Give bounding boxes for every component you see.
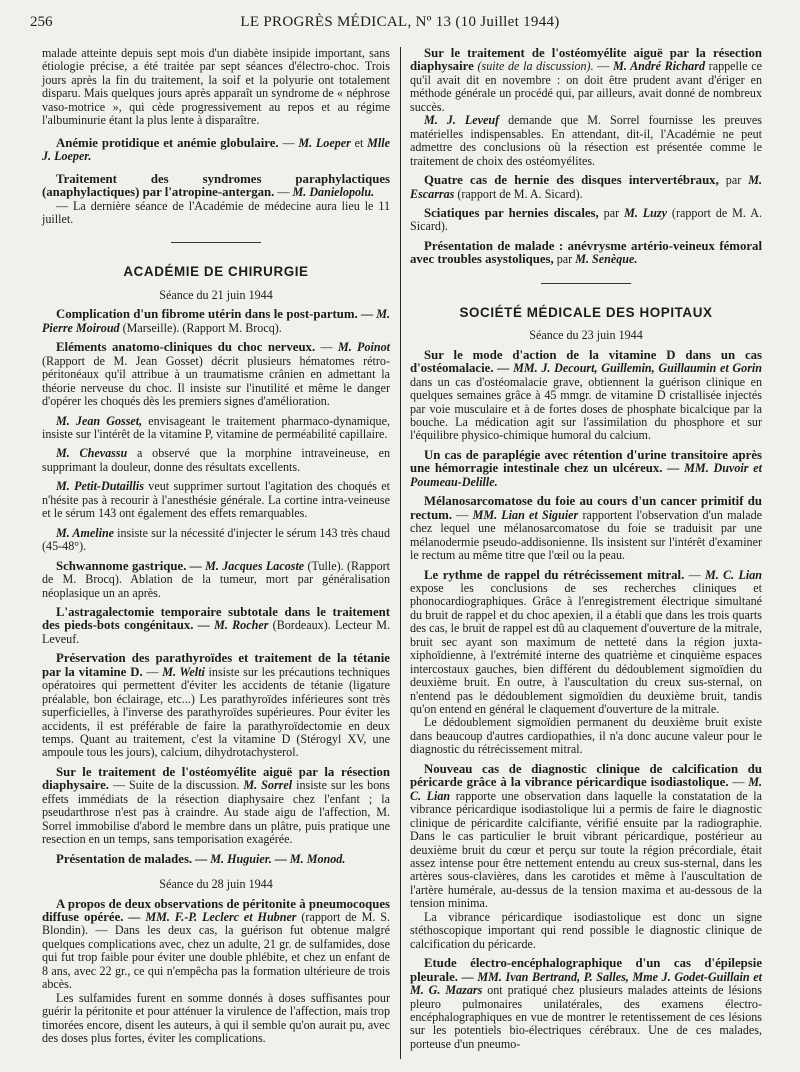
article-title: Un cas de paraplégie avec rétention d'urine transitoire après une hémorragie intestinale chez un ulcéreux.: [410, 447, 762, 476]
journal-title: LE PROGRÈS MÉDICAL, Nº 13 (10 Juillet 1944): [240, 14, 560, 30]
article-osteomyelite: Sur le traitement de l'ostéomyélite aiguë par la résection diaphysaire. — Suite de la discussion. M. Sorrel insiste sur les bons effets immédiats de la résection diaphysaire chez l'enfant ; la pseudarthrose n'est pas à craindre. Au stade aigu de l'affection, M. Sorrel immobilise d'abord le membre dans un plâtre, puis pratique une resection en un temps, sans temporisation exagérée.: [42, 764, 391, 847]
column-divider: [400, 47, 401, 1059]
author: — MM. F.-P. Leclerc et Hubner: [123, 910, 297, 925]
author: M. Chevassu: [56, 446, 128, 461]
left-column: [42, 47, 390, 1046]
article-title: Sur le traitement de l'ostéomyélite aiguë par la résection diaphysaire: [410, 46, 762, 74]
paragraph: M. Jean Gosset, envisageant le traitement pharmaco-dynamique, insiste sur l'intérêt de la vitamine P, vitamine de perméabilité capillaire.: [42, 413, 390, 441]
author: M. J. Leveuf: [424, 113, 500, 128]
paragraph: M. Petit-Dutaillis veut supprimer surtout l'agitation des choqués et n'hésite pas à recourir à l'anesthésie générale. La cortine intra-veineuse et le sérum 143 ont également des effets remarquables.: [42, 479, 390, 521]
author: M. Loeper: [298, 135, 351, 150]
article-paraplegie: [410, 449, 762, 489]
author: M. C. Lian: [705, 567, 762, 582]
article-title: Traitement des syndromes paraphylactiques (anaphylactiques) par l'atropine-antergan.: [42, 171, 390, 200]
article-title: Eléments anatomo-cliniques du choc nerveux.: [56, 340, 316, 355]
author: M. André Richard: [613, 59, 705, 74]
article-title: Sur le mode d'action de la vitamine D dans un cas d'ostéomalacie.: [410, 347, 762, 376]
article-paraphylactiques: Traitement des syndromes paraphylactiques (anaphylactiques) par l'atropine-antergan. — M. Danielopolu.: [42, 171, 390, 200]
author: M. Luzy: [624, 205, 667, 220]
article-anemie: Anémie protidique et anémie globulaire. — M. Loeper et Mlle J. Loeper.: [42, 135, 390, 164]
paragraph: M. Chevassu a observé que la morphine intraveineuse, en supprimant la douleur, donne des résultats excellents.: [42, 446, 391, 474]
article-parathyroides: Préservation des parathyroïdes et traitement de la tétanie par la vitamine D. — M. Welti insiste sur les précautions techniques opératoires qui permettent d'éviter les accidents de tétanie (ligature préalable, bon éclairage, etc...) Les parathyroïdes inférieures sont très superficielles, à l'inverse des parathyroïdes supérieures. Pour éviter les accidents, il est préférable de faire la parathyroïdectomie en deux temps. Quant au traitement, c'est la vitamine D (Stérogyl XV, une ampoule tous les jours), calcium, dihydrotachysterol.: [42, 651, 391, 760]
article-title: Quatre cas de hernie des disques intervertébraux,: [424, 173, 719, 188]
article-vitamine-d: Sur le mode d'action de la vitamine D dans un cas d'ostéomalacie. — MM. J. Decourt, Guillemin, Guillaumin et Gorin dans un cas d'ostéomalacie grave, obtiennent la guérison clinique en quelques semaines grâce à 45 mmgr. de vitamine D cristallisée injectés par voie musculaire et à de fortes doses de phosphate bicalcique par la bouche. La médication agit sur l'assimilation du phosphore et sur l'équilibre physico-chimique humoral du calcium.: [410, 347, 762, 443]
author: M. Sorrel: [243, 778, 293, 793]
article-title: Sciatiques par hernies discales,: [424, 205, 599, 220]
article-title: Anémie protidique et anémie globulaire.: [56, 135, 279, 150]
author: M. Ameline: [56, 525, 115, 540]
article-sciatiques: Sciatiques par hernies discales, par M. Luzy (rapport de M. A. Sicard).: [410, 205, 762, 234]
author: M. Petit-Dutaillis: [56, 479, 144, 494]
article-title: Préservation des parathyroïdes et traitement de la tétanie par la vitamine D.: [42, 651, 390, 679]
author: MM. Lian et Siguier: [472, 507, 579, 522]
article-title: A propos de deux observations de péritonite à pneumocoques diffuse opérée.: [42, 896, 390, 925]
author: M. Poinot: [337, 340, 390, 355]
author: — MM. Duvoir et Poumeau-Delille.: [410, 461, 762, 489]
article-schwannome: Schwannome gastrique. — M. Jacques Lacoste (Tulle). (Rapport de M. Brocq). Ablation de la tumeur, mort par généralisation néoplasique un an après.: [42, 558, 390, 600]
session-date: Séance du 21 juin 1944: [159, 287, 273, 302]
article-anevrysme: Présentation de malade : anévrysme artério-veineux fémoral avec troubles asystoliques, par M. Senèque.: [410, 238, 762, 267]
article-title: L'astragalectomie temporaire subtotale dans le traitement des pieds-bots congénitaux.: [42, 604, 390, 633]
session-date: Séance du 23 juin 1944: [529, 328, 643, 343]
article-astragalectomie: L'astragalectomie temporaire subtotale dans le traitement des pieds-bots congénitaux. — M. Rocher (Bordeaux). Lecteur M. Leveuf.: [42, 604, 390, 646]
author: M. Danielopolu.: [292, 185, 375, 200]
article-fibrome: Complication d'un fibrome utérin dans le post-partum. — M. Pierre Moiroud (Marseille). (Rapport M. Brocq).: [42, 307, 390, 335]
author: — M. Huguier. — M. Monod.: [192, 851, 346, 866]
note: — La dernière séance de l'Académie de médecine aura lieu le 11 juillet.: [42, 198, 390, 226]
author: — M. Pierre Moiroud: [42, 307, 390, 335]
article-title: Présentation de malades.: [56, 851, 193, 866]
society-heading: ACADÉMIE DE CHIRURGIE: [123, 264, 309, 280]
article-title: Schwannome gastrique.: [56, 558, 187, 573]
author: M. Jean Gosset,: [56, 413, 143, 428]
author: — M. Rocher: [193, 618, 269, 633]
article-title: Nouveau cas de diagnostic clinique de calcification du péricarde grâce à la vibrance péricardique isodiastolique.: [410, 761, 762, 790]
article-rythme-rappel: Le rythme de rappel du rétrécissement mitral. — M. C. Lian expose les conclusions de ses recherches cliniques et phonocardiographiques. Grâce à l'enregistrement électrique simultané du bruit de rappel et du choc apexien, il a établi que dans les trois quarts des cas, le bruit de rappel est dû au claquement d'ouverture de la mitrale, bruit sec ayant son maximum de netteté dans la région juxta-xiphoïdienne, à l'extrémité interne des quatrième et cinquième espaces intercostaux gauches, bien différent du dédoublement sigmoïdien du deuxième bruit. En outre, à l'auscultation du creux sus-sternal, on n'entend pas le dédoublement sigmoïdien du deuxième bruit, tandis qu'on entend en général le claquement d'ouverture de la mitrale.: [410, 567, 762, 717]
article-peritonite: A propos de deux observations de péritonite à pneumocoques diffuse opérée. — MM. F.-P. Leclerc et Hubner (rapport de M. S. Blondin). — Dans les deux cas, la guérison fut obtenue malgré quelques complications avec, chez un adulte, 21 gr. de sulfamides, dose qui fut trop faible pour éviter une double phlébite, et chez un enfant de 8 ans, avec 22 gr., ce qui n'empêcha pas la formation ultérieure de trois abcès.: [42, 896, 390, 992]
article-melanosarcomatose: Mélanosarcomatose du foie au cours d'un cancer primitif du rectum. — MM. Lian et Siguier rapportent l'observation d'un malade chez lequel une mélanosarcomatose du foie se traduisit par une mélanodermie pseudo-addisonienne. Ils insistent sur l'intérêt d'examiner le rectum au même titre que l'œil ou la peau.: [410, 494, 762, 563]
article-title: Complication d'un fibrome utérin dans le post-partum.: [56, 307, 358, 322]
article-calcification-pericarde: Nouveau cas de diagnostic clinique de calcification du péricarde grâce à la vibrance péricardique isodiastolique. — M. C. Lian rapporte une observation dans laquelle la constatation de la vibrance péricardique isodiastolique lui a permis de faire le diagnostic clinique de péricardite calcifiante, vérifié ensuite par la radiographie. Dans le cas particulier le bruit vibrant péricardique, postérieur au deuxième bruit du cœur et perçu sur toute la région précordiale, était assez intense pour être nettement entendu au creux sus-sternal, dans les artères sous-clavières, dans les carotides et même à l'auscultation de l'artère humérale, au-dessus de la tension maxima et au-dessous de la tension minima.: [410, 761, 763, 911]
article-choc-nerveux: Eléments anatomo-cliniques du choc nerveux. — M. Poinot (Rapport de M. Jean Gosset) décrit plusieurs hématomes rétro-péritonéaux qu'il attribue à un traumatisme crânien en admettant la théorie nerveuse du choc. Il insiste sur l'inutilité et même le danger d'opérer les choqués dès les premiers signes d'amélioration.: [42, 340, 390, 409]
author: M. Senèque.: [575, 252, 638, 267]
society-heading: SOCIÉTÉ MÉDICALE DES HOPITAUX: [459, 304, 713, 320]
paragraph: La vibrance péricardique isodiastolique est donc un signe stéthoscopique important qui rend possible le diagnostic clinique de calcification du péricarde.: [410, 909, 762, 951]
article-hernie-disques: Quatre cas de hernie des disques intervertébraux, par M. Escarras (rapport de M. A. Sicard).: [410, 173, 762, 201]
author: M. Welti: [162, 664, 205, 679]
author: Mlle J. Loeper.: [42, 135, 390, 164]
section-rule: [171, 242, 261, 243]
article-epilepsie-pleurale: Etude électro-encéphalographique d'un cas d'épilepsie pleurale. — MM. Ivan Bertrand, P. Salles, Mme J. Godet-Guillain et M. G. Mazars ont pratiqué chez plusieurs malades atteints de lésions pleuro pulmonaires unilatérales, des examens électro-encéphalographiques en vue de montrer le retentissement de ces lésions sur les potentiels bio-électriques cérébraux. Une de ces malades, porteuse d'un pneumo-: [410, 956, 762, 1051]
paragraph: M. J. Leveuf demande que M. Sorrel fournisse les preuves matérielles indispensables. En attendant, dit-il, l'Académie ne peut admettre des conclusions où la résection est présentée comme le traitement de choix des ostéomyélites.: [410, 113, 762, 168]
article-title: Etude électro-encéphalographique d'un cas d'épilepsie pleurale.: [410, 956, 762, 984]
paragraph: Les sulfamides furent en somme donnés à doses suffisantes pour guérir la péritonite et pour atténuer la virulence de l'affection, mais trop timorées encore, disent les auteurs, à qui il semble qu'on aurait pu, avec des doses plus fortes, éviter les complications.: [42, 990, 390, 1046]
article-presentation: [42, 853, 390, 866]
paragraph: malade atteinte depuis sept mois d'un diabète insipide important, sans étiologie précise, a été traitée par sept séances d'électro-choc. Trois jours après la fin du traitement, la soif et la polyurie ont totalement disparu. Mais quelques jours après apparaît un syndrome de « néphrose vaso-motrice », qui cède progressivement au repos et au régime l'albuminurie étant la plus lente à disparaître.: [42, 46, 390, 128]
article-osteomyelite-suite: Sur le traitement de l'ostéomyélite aiguë par la résection diaphysaire (suite de la discussion). — M. André Richard rappelle ce qu'il avait dit en novembre : on doit être prudent avant d'ériger en méthode générale un procédé qui, par ailleurs, avait donné de nombreux succès.: [410, 46, 763, 114]
article-title: Le rythme de rappel du rétrécissement mitral.: [424, 567, 685, 582]
author: — MM. J. Decourt, Guillemin, Guillaumin et Gorin: [493, 361, 762, 376]
author: — M. Jacques Lacoste: [186, 558, 305, 573]
author: — MM. Ivan Bertrand, P. Salles, Mme J. Godet-Guillain et M. G. Mazars: [410, 969, 762, 998]
session-date: Séance du 28 juin 1944: [159, 877, 273, 892]
author: M. C. Lian: [410, 775, 763, 803]
article-title: Présentation de malade : anévrysme artério-veineux fémoral avec troubles asystoliques,: [410, 238, 762, 267]
page-number: 256: [30, 14, 53, 30]
section-rule: [541, 283, 631, 284]
right-column: [410, 47, 762, 1051]
article-title: Sur le traitement de l'ostéomyélite aiguë par la résection diaphysaire.: [42, 764, 390, 793]
article-title: Mélanosarcomatose du foie au cours d'un cancer primitif du rectum.: [410, 494, 762, 522]
paragraph: M. Ameline insiste sur la nécessité d'injecter le sérum 143 très chaud (45-48°).: [42, 525, 390, 554]
paragraph: Le dédoublement sigmoïdien permanent du deuxième bruit existe dans beaucoup d'autres cardiopathies, il n'a donc aucune valeur pour le diagnostic du rétrécissement mitral.: [410, 715, 762, 757]
author: M. Escarras: [410, 173, 762, 201]
page-header: [30, 14, 770, 34]
